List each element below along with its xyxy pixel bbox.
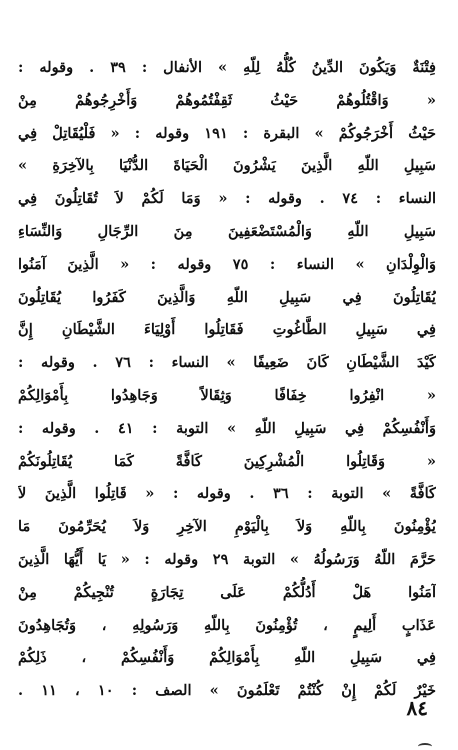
text-line: النساء : ٧٤ . وقوله : « وَمَا لَكُمْ لاَ تُقَاتِلُونَ فِي (18, 190, 436, 208)
text-line: سَبِيلِ اللّهِ الَّذِينَ يَشْرُونَ الْحَيَاةَ الدُّنْيَا بِالآخِرَةِ » (18, 157, 436, 175)
text-line: فِي سَبِيلِ الطَّاغُوتِ فَقَاتِلُوا أَوْلِيَاءَ الشَّيْطَانِ إِنَّ (18, 321, 436, 339)
text-line: كَافَّةً » التوبة : ٣٦ . وقوله : « قَاتِلُوا الَّذِينَ لاَ (18, 485, 436, 503)
text-line: « انْفِرُوا خِفَافًا وَثِقَالاً وَجَاهِدُوا بِأَمْوَالِكُمْ (18, 386, 436, 404)
text-line: فِي سَبِيلِ اللّهِ بِأَمْوَالِكُمْ وَأَنْفُسِكُمْ ، ذَلِكُمْ (18, 649, 436, 667)
text-line: فِتْنَةٌ وَيَكُونَ الدِّينُ كُلُّهُ لِلّهِ » الأنفال : ٣٩ . وقوله : (18, 59, 436, 76)
text-line: كَيْدَ الشَّيْطَانِ كَانَ ضَعِيفًا » النساء : ٧٦ . وقوله : (18, 354, 436, 372)
text-line: خَيْرٌ لَكُمْ إِنْ كُنْتُمْ تَعْلَمُونَ » الصف : ١٠ ، ١١ . (18, 682, 436, 700)
text-line: وَالْوِلْدَانِ » النساء : ٧٥ وقوله : « الَّذِينَ آمَنُوا (18, 255, 436, 273)
text-line: وَأَنْفُسِكُمْ فِي سَبِيلِ اللّهِ » التوبة : ٤١ . وقوله : (18, 419, 436, 437)
text-line: سَبِيلِ اللّهِ وَالْمُسْتَضْعَفِينَ مِنَ الرِّجَالِ وَالنِّسَاءِ (18, 222, 436, 240)
text-line: يُقَاتِلُونَ فِي سَبِيلِ اللّهِ وَالَّذِينَ كَفَرُوا يُقَاتِلُونَ (18, 288, 436, 306)
page-number: ٨٤ (406, 696, 428, 720)
text-line: آمَنُوا هَلْ أَدُلُّكُمْ عَلَى تِجَارَةٍ تُنْجِيكُمْ مِنْ (18, 583, 436, 601)
text-line: عَذَابٍ أَلِيمٍ ، تُؤْمِنُونَ بِاللّهِ وَرَسُولِهِ ، وَتُجَاهِدُونَ (18, 616, 436, 634)
text-line: « وَاقْتُلُوهُمْ حَيْثُ ثَقِفْتُمُوهُمْ وَأَخْرِجُوهُمْ مِنْ (18, 91, 436, 109)
text-line: حَرَّمَ اللّهُ وَرَسُولُهُ » التوبة ٢٩ وقوله : « يَا أَيُّهَا الَّذِينَ (18, 550, 436, 568)
text-line: « وَقَاتِلُوا الْمُشْرِكِينَ كَافَّةً كَمَا يُقَاتِلُونَكُمْ (18, 452, 436, 470)
scan-edge-mark (418, 743, 432, 750)
text-line: حَيْثُ أَخْرَجُوكُمْ » البقرة : ١٩١ وقوله : « فَلْيُقَاتِلْ فِي (18, 124, 436, 142)
text-line: يُؤْمِنُونَ بِاللّهِ وَلاَ بِالْيَوْمِ الآخِرِ وَلاَ يُحَرِّمُونَ مَا (18, 518, 436, 536)
body-text (18, 52, 436, 708)
